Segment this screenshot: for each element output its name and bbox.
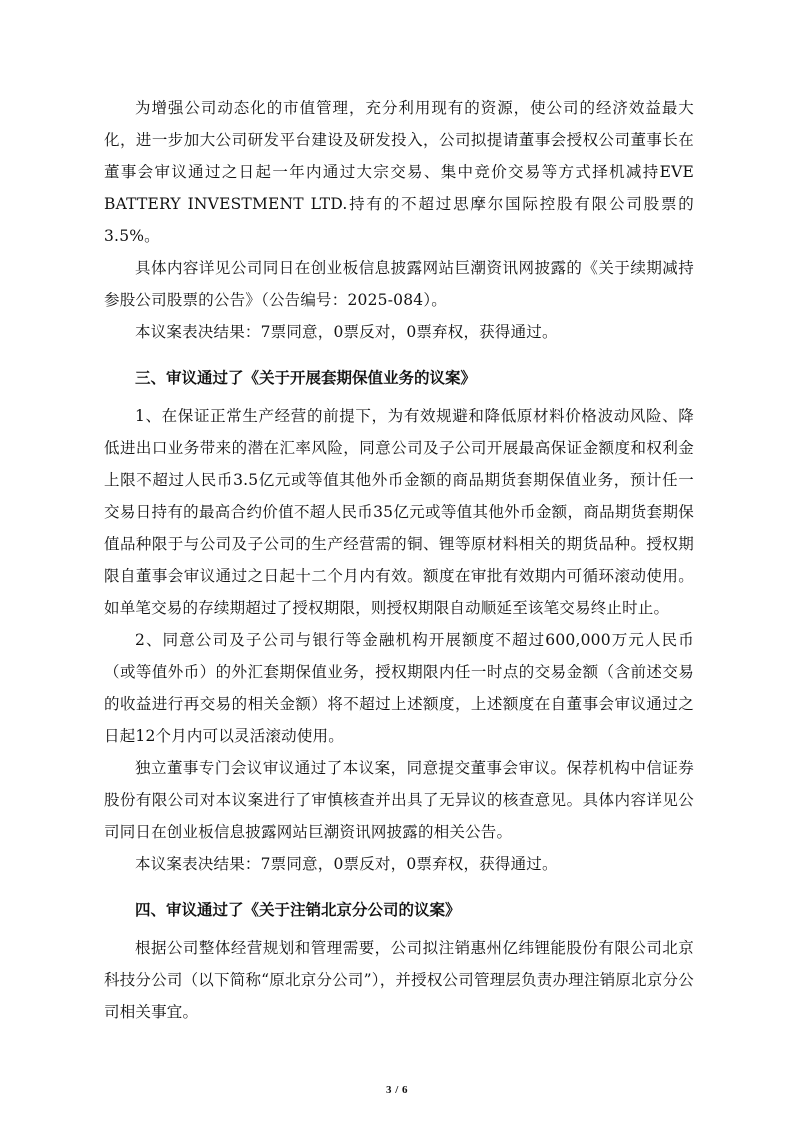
paragraph-independent-directors: 独立董事专门会议审议通过了本议案，同意提交董事会审议。保荐机构中信证券股份有限公司对本议案进行了审慎核查并出具了无异议的核查意见。具体内容详见公司同日在创业板信息披露网站巨潮资讯网披露的相关公告。: [104, 759, 694, 841]
paragraph-commodity-hedging: 1、在保证正常生产经营的前提下，为有效规避和降低原材料价格波动风险、降低进出口业务带来的潜在汇率风险，同意公司及子公司开展最高保证金额度和权利金上限不超过人民币3.5亿元或等值其他外币金额的商品期货套期保值业务，预计任一交易日持有的最高合约价值不超人民币35亿元或等值其他外币金额，商品期货套期保值品种限于与公司及子公司的生产经营需的铜、锂等原材料相关的期货品种。授权期限自董事会审议通过之日起十二个月内有效。额度在审批有效期内可循环滚动使用。如单笔交易的存续期超过了授权期限，则授权期限自动顺延至该笔交易终止时止。: [104, 407, 694, 617]
page-number: 3 / 6: [385, 1084, 409, 1096]
paragraph-beijing-branch: 根据公司整体经营规划和管理需要，公司拟注销惠州亿纬锂能股份有限公司北京科技分公司（以下简称“原北京分公司”），并授权公司管理层负责办理注销原北京分公司相关事宜。: [104, 939, 694, 1021]
paragraph-announcement-reference: 具体内容详见公司同日在创业板信息披露网站巨潮资讯网披露的《关于续期减持参股公司股票的公告》（公告编号：2025-084）。: [104, 259, 694, 309]
paragraph-vote-result: 本议案表决结果：7票同意，0票反对，0票弃权，获得通过。: [135, 323, 558, 341]
section-heading-hedging: 三、审议通过了《关于开展套期保值业务的议案》: [135, 368, 477, 387]
paragraph-fx-hedging: 2、同意公司及子公司与银行等金融机构开展额度不超过600,000万元人民币（或等值外币）的外汇套期保值业务，授权期限内任一时点的交易金额（含前述交易的收益进行再交易的相关金额）将不超过上述额度，上述额度在自董事会审议通过之日起12个月内可以灵活滚动使用。: [104, 631, 694, 745]
document-body: [104, 92, 694, 1028]
paragraph-share-reduction: 为增强公司动态化的市值管理，充分利用现有的资源，使公司的经济效益最大化，进一步加大公司研发平台建设及研发投入，公司拟提请董事会授权公司董事长在董事会审议通过之日起一年内通过大宗交易、集中竞价交易等方式择机减持EVE BATTERY INVESTMENT LTD.持有的不超过思摩尔国际控股有限公司股票的3.5%。: [104, 99, 694, 245]
paragraph-vote-result: 本议案表决结果：7票同意，0票反对，0票弃权，获得通过。: [135, 855, 558, 873]
section-heading-beijing-branch: 四、审议通过了《关于注销北京分公司的议案》: [135, 900, 461, 919]
